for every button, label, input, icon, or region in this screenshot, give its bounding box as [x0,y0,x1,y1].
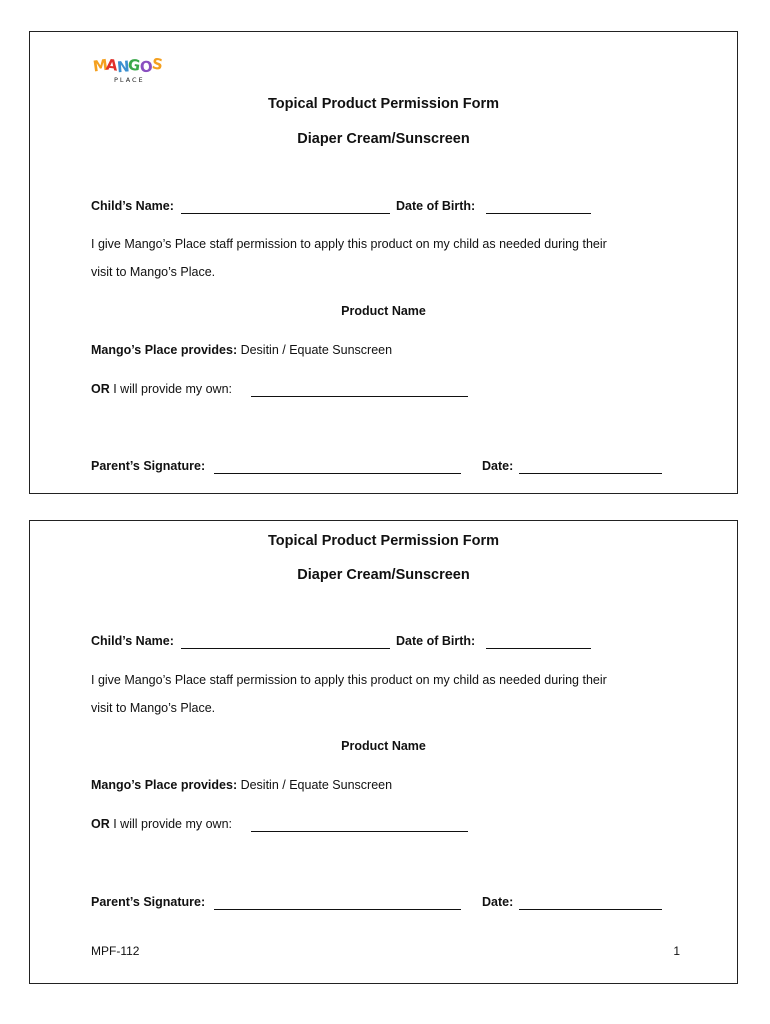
permission-text-line2: visit to Mango’s Place. [91,701,216,715]
provides-line [91,343,392,357]
svg-text:O: O [139,57,154,77]
signature-label: Parent’s Signature: [91,895,206,909]
or-label: OR [91,382,110,396]
svg-text:S: S [150,54,164,74]
child-name-field[interactable] [181,213,390,214]
date-field[interactable] [519,473,662,474]
dob-field[interactable] [486,213,591,214]
permission-form-top [29,31,738,494]
dob-field[interactable] [486,648,591,649]
form-title: Topical Product Permission Form [268,96,499,112]
date-field[interactable] [519,909,662,910]
product-name-heading: Product Name [341,304,426,318]
provides-label: Mango’s Place provides: [91,343,238,357]
permission-text-line2: visit to Mango’s Place. [91,265,216,279]
form-subtitle: Diaper Cream/Sunscreen [297,567,470,583]
form-subtitle: Diaper Cream/Sunscreen [297,131,470,147]
provides-value: Desitin / Equate Sunscreen [237,778,393,792]
permission-text-line1: I give Mango’s Place staff permission to apply this product on my child as needed during their [91,237,607,251]
svg-text:A: A [105,55,119,75]
provides-label: Mango’s Place provides: [91,778,238,792]
svg-text:G: G [126,55,142,75]
svg-text:N: N [116,57,131,77]
child-name-label: Child’s Name: [91,634,174,648]
own-product-field[interactable] [251,396,468,397]
provides-value: Desitin / Equate Sunscreen [237,343,393,357]
dob-label: Date of Birth: [396,634,476,648]
form-code: MPF-112 [91,944,140,958]
own-product-line [91,382,232,396]
own-product-label: I will provide my own: [109,817,233,831]
mangos-place-logo [92,52,164,84]
provides-line [91,778,392,792]
child-name-field[interactable] [181,648,390,649]
product-name-heading: Product Name [341,739,426,753]
svg-text:M: M [92,55,110,76]
signature-field[interactable] [214,473,461,474]
date-label: Date: [482,895,514,909]
svg-text:PLACE: PLACE [114,76,145,84]
own-product-field[interactable] [251,831,468,832]
own-product-line [91,817,232,831]
or-label: OR [91,817,110,831]
date-label: Date: [482,459,514,473]
signature-field[interactable] [214,909,461,910]
page-number: 1 [673,944,680,958]
own-product-label: I will provide my own: [109,382,233,396]
signature-label: Parent’s Signature: [91,459,206,473]
child-name-label: Child’s Name: [91,199,174,213]
permission-form-bottom [29,520,738,984]
dob-label: Date of Birth: [396,199,476,213]
permission-text-line1: I give Mango’s Place staff permission to apply this product on my child as needed during their [91,673,607,687]
form-title: Topical Product Permission Form [268,533,499,549]
